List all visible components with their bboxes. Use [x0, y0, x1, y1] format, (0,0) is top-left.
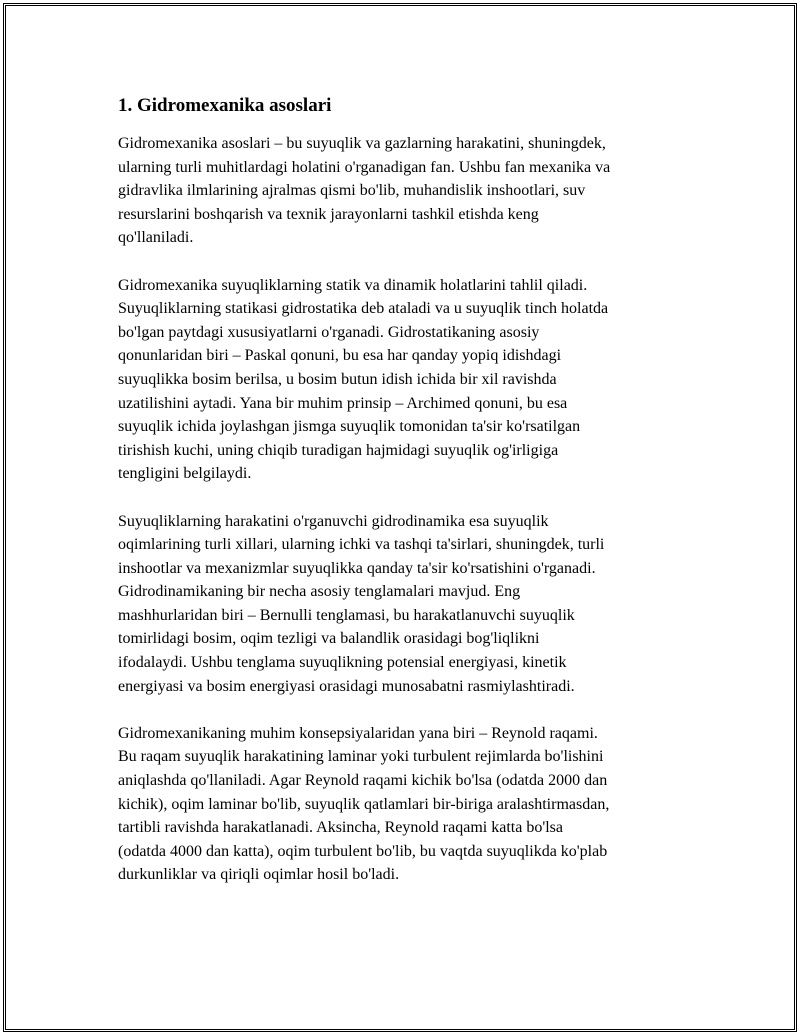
paragraph-intro: Gidromexanika asoslari – bu suyuqlik va gazlarning harakatini, shuningdek, ularning turli muhitlardagi holatini o'rganadigan fan. Ushbu fan mexanika va gidravlika ilmlarining ajralmas qismi bo'lib, muhandislik inshootlari, suv resurslarini boshqarish va texnik jarayonlarni tashkil etishda keng qo'llaniladi. — [118, 135, 611, 247]
document-body — [118, 93, 688, 911]
paragraph-hydrodynamics: Suyuqliklarning harakatini o'rganuvchi gidrodinamika esa suyuqlik oqimlarining turli xillari, ularning ichki va tashqi ta'sirlari, shuningdek, turli inshootlar va mexanizmlar suyuqlikka qanday ta'sir ko'rsatishini o'rganadi. Gidrodinamikaning bir necha asosiy tenglamalari mavjud. Eng mashhurlaridan biri – Bernulli tenglamasi, bu harakatlanuvchi suyuqlik tomirlidagi bosim, oqim tezligi va balandlik orasidagi bog'liqlikni ifodalaydi. Ushbu tenglama suyuqlikning potensial energiyasi, kinetik energiyasi va bosim energiyasi orasidagi munosabatni rasmiylashtiradi. — [118, 512, 605, 695]
paragraph-reynolds-number: Gidromexanikaning muhim konsepsiyalaridan yana biri – Reynold raqami. Bu raqam suyuqlik harakatining laminar yoki turbulent rejimlarda bo'lishini aniqlashda qo'llaniladi. Agar Reynold raqami kichik bo'lsa (odatda 2000 dan kichik), oqim laminar bo'lib, suyuqlik qatlamlari bir-biriga aralashtirmasdan, tartibli ravishda harakatlanadi. Aksincha, Reynold raqami katta bo'lsa (odatda 4000 dan katta), oqim turbulent bo'lib, bu vaqtda suyuqlikda ko'plab durkunliklar va qiriqli oqimlar hosil bo'ladi. — [118, 724, 610, 884]
paragraph-hydrostatics: Gidromexanika suyuqliklarning statik va dinamik holatlarini tahlil qiladi. Suyuqliklarning statikasi gidrostatika deb ataladi va u suyuqlik tinch holatda bo'lgan paytdagi xususiyatlarni o'rganadi. Gidrostatikaning asosiy qonunlaridan biri – Paskal qonuni, bu esa har qanday yopiq idishdagi suyuqlikka bosim berilsa, u bosim butun idish ichida bir xil ravishda uzatilishini aytadi. Yana bir muhim prinsip – Archimed qonuni, bu esa suyuqlik ichida joylashgan jismga suyuqlik tomonidan ta'sir ko'rsatilgan tirishish kuchi, uning chiqib turadigan hajmidagi suyuqlik og'irligiga tengligini belgilaydi. — [118, 276, 609, 483]
section-heading: 1. Gidromexanika asoslari — [118, 95, 332, 116]
